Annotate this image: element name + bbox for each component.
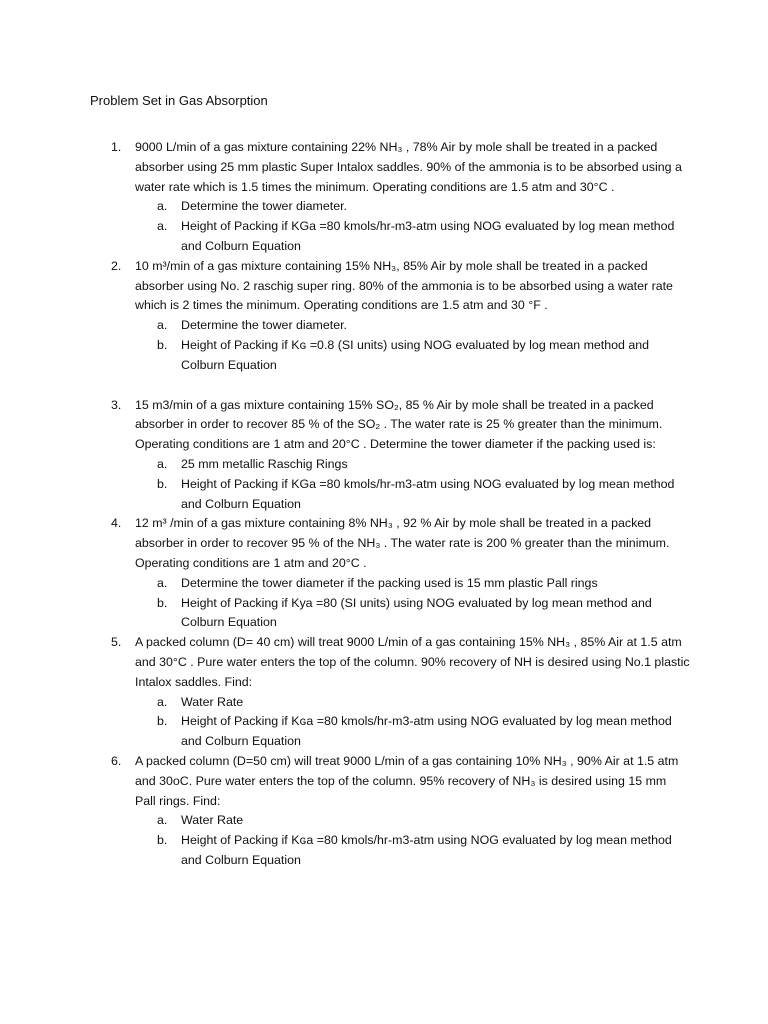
sub-question — [135, 217, 690, 257]
sub-question-text: Determine the tower diameter. — [181, 318, 347, 333]
sub-question-letter: a. — [157, 219, 168, 234]
sub-question-text: Height of Packing if Kɢ =0.8 (SI units) using NOG evaluated by log mean method and Colburn Equation — [181, 337, 650, 372]
problem-text: 15 m3/min of a gas mixture containing 15% SO₂, 85 % Air by mole shall be treated in a packed absorber in order to recover 85 % of the SO₂ . The water rate is 25 % greater than the minimum. Operating conditions are 1 atm and 20°C . Determine the tower diameter if the packing used is: — [135, 397, 663, 452]
sub-question — [135, 712, 690, 752]
sub-question-list — [135, 693, 690, 752]
sub-question-text: Determine the tower diameter. — [181, 199, 347, 214]
sub-question-text: Water Rate — [181, 813, 244, 828]
problem-text: 12 m³ /min of a gas mixture containing 8% NH₃ , 92 % Air by mole shall be treated in a packed absorber in order to recover 95 % of the NH₃ . The water rate is 200 % greater than the minimum. Operating conditions are 1 atm and 20°C . — [135, 516, 670, 570]
sub-question-letter: a. — [157, 456, 168, 471]
problem-number: 6. — [111, 753, 122, 768]
problem-number: 4. — [111, 516, 122, 531]
sub-question-text: 25 mm metallic Raschig Rings — [181, 456, 348, 471]
sub-question-letter: a. — [157, 694, 168, 709]
sub-question-text: Determine the tower diameter if the packing used is 15 mm plastic Pall rings — [181, 575, 598, 590]
sub-question-text: Height of Packing if Kɢa =80 kmols/hr-m3-atm using NOG evaluated by log mean method and Colburn Equation — [181, 714, 672, 749]
problem-number: 5. — [111, 635, 122, 650]
sub-question — [135, 811, 690, 831]
problem-item — [90, 633, 690, 752]
sub-question-letter: a. — [157, 813, 168, 828]
sub-question — [135, 831, 690, 871]
problem-number: 3. — [111, 397, 122, 412]
problem-item — [90, 138, 690, 257]
sub-question — [135, 455, 690, 475]
sub-question-letter: b. — [157, 337, 168, 352]
sub-question-text: Height of Packing if KGa =80 kmols/hr-m3-atm using NOG evaluated by log mean method and Colburn Equation — [181, 219, 675, 253]
sub-question-letter: b. — [157, 595, 168, 610]
problem-text: A packed column (D=50 cm) will treat 9000 L/min of a gas containing 10% NH₃ , 90% Air at 1.5 atm and 30oC. Pure water enters the top of the column. 95% recovery of NH₃ is desired using 15 mm Pall rings. Find: — [135, 753, 679, 808]
sub-question-list — [135, 316, 690, 375]
sub-question — [135, 316, 690, 336]
problem-item — [90, 396, 690, 515]
problem-text: 10 m³/min of a gas mixture containing 15% NH₃, 85% Air by mole shall be treated in a packed absorber using No. 2 raschig super ring. 80% of the ammonia is to be absorbed using a water rate which is 2 times the minimum. Operating conditions are 1.5 atm and 30 °F . — [135, 258, 673, 313]
spacer — [90, 376, 690, 396]
sub-question — [135, 594, 690, 634]
sub-question-letter: a. — [157, 199, 168, 214]
document-title: Problem Set in Gas Absorption — [90, 93, 268, 108]
sub-question-text: Height of Packing if KGa =80 kmols/hr-m3-atm using NOG evaluated by log mean method and Colburn Equation — [181, 476, 675, 511]
sub-question-text: Height of Packing if Kya =80 (SI units) using NOG evaluated by log mean method and Colburn Equation — [181, 595, 652, 630]
problem-list — [90, 138, 690, 871]
sub-question — [135, 197, 690, 217]
problem-item — [90, 514, 690, 633]
sub-question-letter: a. — [157, 575, 168, 590]
sub-question-text: Height of Packing if Kɢa =80 kmols/hr-m3-atm using NOG evaluated by log mean method and Colburn Equation — [181, 833, 672, 867]
problem-item — [90, 752, 690, 871]
problem-number: 1. — [111, 140, 122, 154]
sub-question — [135, 336, 690, 376]
sub-question — [135, 475, 690, 515]
sub-question-list — [135, 811, 690, 870]
problem-text: A packed column (D= 40 cm) will treat 9000 L/min of a gas containing 15% NH₃ , 85% Air at 1.5 atm and 30°C . Pure water enters the top of the column. 90% recovery of NH is desired using No.1 plastic Intalox saddles. Find: — [135, 635, 690, 689]
sub-question-letter: b. — [157, 833, 168, 848]
sub-question-list — [135, 574, 690, 633]
problem-item — [90, 257, 690, 376]
sub-question-letter: b. — [157, 476, 168, 491]
problem-number: 2. — [111, 258, 122, 273]
sub-question-list — [135, 455, 690, 514]
sub-question-list — [135, 197, 690, 256]
problem-text: 9000 L/min of a gas mixture containing 22% NH₃ , 78% Air by mole shall be treated in a packed absorber using 25 mm plastic Super Intalox saddles. 90% of the ammonia is to be absorbed using a water rate which is 1.5 times the minimum. Operating conditions are 1.5 atm and 30°C . — [135, 140, 682, 194]
sub-question — [135, 693, 690, 713]
sub-question-letter: b. — [157, 714, 168, 729]
sub-question-text: Water Rate — [181, 694, 244, 709]
sub-question-letter: a. — [157, 318, 168, 333]
sub-question — [135, 574, 690, 594]
